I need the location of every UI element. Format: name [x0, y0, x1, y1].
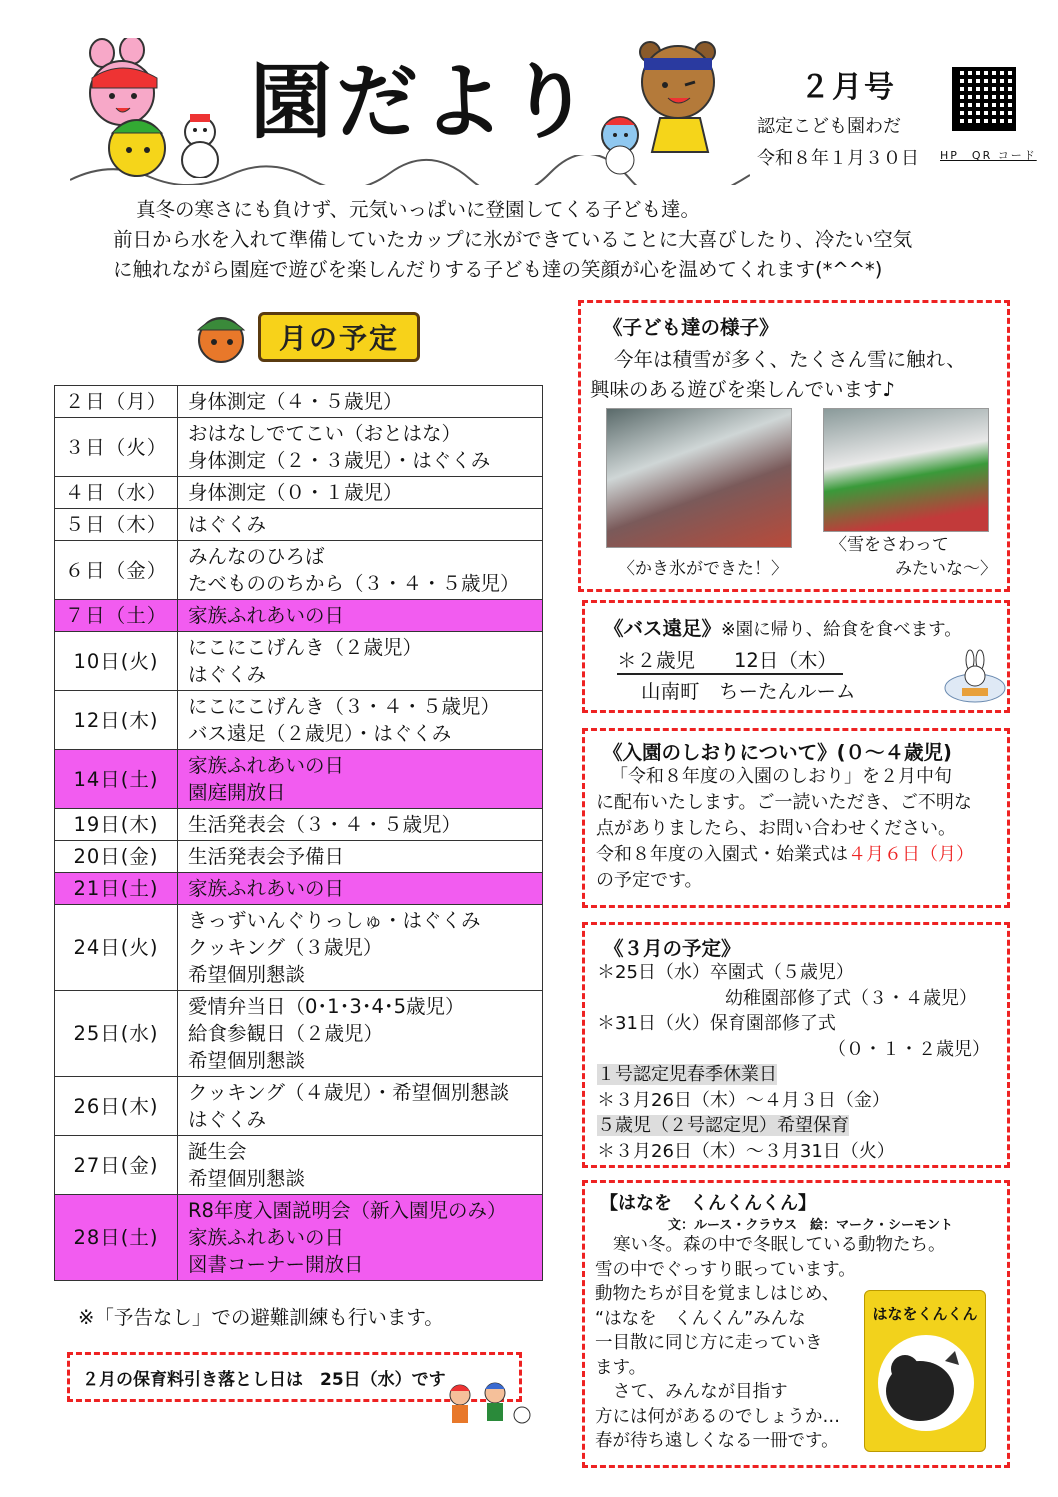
schedule-event: たべもののちから（３・４・５歳児） [188, 572, 520, 595]
schedule-row [55, 905, 543, 991]
book-text-line: 方には何があるのでしょうか… [595, 1406, 840, 1427]
schedule-row [55, 691, 543, 750]
schedule-events [178, 600, 543, 632]
schedule-event: はぐくみ [188, 513, 267, 536]
march-line: ＊25日（水）卒園式（５歳児） [597, 962, 854, 983]
schedule-event: 愛情弁当日（0･1･3･4･5歳児） [188, 995, 465, 1018]
enroll-text-line: に配布いたします。ご一読いただき、ご不明な [596, 792, 972, 813]
schedule-event: クッキング（３歳児） [188, 936, 383, 959]
mascot-head-icon [186, 310, 256, 365]
enroll-text-line: 「令和８年度の入園のしおり」を２月中旬 [610, 766, 952, 787]
schedule-event: 生活発表会（３・４・５歳児） [188, 813, 462, 836]
march-highlight-holiday: １号認定児春季休業日 [597, 1064, 777, 1085]
schedule-event: 家族ふれあいの日 [188, 604, 345, 627]
schedule-event: はぐくみ [188, 1108, 267, 1131]
book-text-line: 雪の中でぐっすり眠っています。 [595, 1259, 856, 1280]
schedule-events [178, 905, 543, 991]
book-text-line: さて、みんなが目指す [613, 1382, 788, 1402]
bus-trip-date: ＊２歳児 12日（木） [617, 645, 843, 675]
schedule-row [55, 991, 543, 1077]
schedule-event: 身体測定（４・５歳児） [188, 390, 403, 413]
schedule-row [55, 418, 543, 477]
schedule-events [178, 386, 543, 418]
schedule-date: 14日(土) [55, 750, 178, 809]
book-text-line: 春が待ち遠しくなる一冊です。 [595, 1431, 839, 1451]
schedule-event: 希望個別懇談 [188, 1049, 306, 1072]
schedule-events [178, 750, 543, 809]
schedule-event: 家族ふれあいの日 [188, 1226, 345, 1249]
schedule-row [55, 750, 543, 809]
schedule-events [178, 509, 543, 541]
schedule-date: 24日(火) [55, 905, 178, 991]
intro-line: 真冬の寒さにも負けず、元気いっぱいに登園してくる子ども達。 [136, 198, 700, 221]
intro-line: に触れながら園庭で遊びを楽しんだりする子ども達の笑顔が心を温めてくれます(*^^*) [113, 258, 883, 281]
schedule-date: 12日(木) [55, 691, 178, 750]
schedule-event: 身体測定（０・１歳児） [188, 481, 403, 504]
schedule-row [55, 841, 543, 873]
schedule-date: ３日（火） [55, 418, 178, 477]
schedule-row [55, 809, 543, 841]
bear-mascot-illustration [600, 40, 760, 175]
bus-trip-subtitle: ※園に帰り、給食を食べます。 [721, 620, 962, 640]
schedule-events [178, 809, 543, 841]
schedule-event: 誕生会 [188, 1140, 247, 1163]
march-text [597, 960, 1002, 1164]
schedule-date: 21日(土) [55, 873, 178, 905]
schedule-date: 26日(木) [55, 1077, 178, 1136]
children-playing-illustration [440, 1375, 535, 1435]
schedule-events [178, 632, 543, 691]
schedule-events [178, 541, 543, 600]
schedule-row [55, 541, 543, 600]
schedule-events [178, 1195, 543, 1281]
schedule-row [55, 1136, 543, 1195]
qr-code-icon[interactable] [952, 67, 1016, 131]
schedule-event: 図書コーナー開放日 [188, 1253, 364, 1276]
caption-shaved-ice: 〈かき氷ができた！〉 [618, 559, 788, 579]
kids-title: 《子ども達の様子》 [603, 316, 779, 339]
schedule-row [55, 477, 543, 509]
march-line: ＊３月26日（木）～３月31日（火） [597, 1140, 895, 1162]
evacuation-note: ※「予告なし」での避難訓練も行います。 [78, 1306, 444, 1329]
schedule-date: 28日(土) [55, 1195, 178, 1281]
book-text-line: 動物たちが目を覚ましはじめ、 [595, 1284, 840, 1304]
schedule-event: きっずいんぐりっしゅ・はぐくみ [188, 909, 481, 932]
march-line: ＊31日（火）保育園部修了式 [597, 1013, 836, 1034]
schedule-date: 10日(火) [55, 632, 178, 691]
march-line: （０・１・２歳児） [828, 1038, 990, 1060]
schedule-event: 身体測定（２・３歳児）・はぐくみ [188, 449, 491, 472]
schedule-row [55, 1195, 543, 1281]
schedule-event: にこにこげんき（３・４・５歳児） [188, 695, 501, 718]
schedule-events [178, 1136, 543, 1195]
kids-photo-snow [823, 408, 989, 532]
fee-notice-text: ２月の保育料引き落とし日は 25日（水）です [82, 1369, 446, 1390]
bus-trip-title: 《バス遠足》 [604, 617, 722, 640]
issue-date: 令和８年１月３０日 [757, 148, 919, 169]
issue-label: ２月号 [800, 70, 896, 105]
schedule-event: バス遠足（２歳児）・はぐくみ [188, 722, 452, 745]
schedule-event: 希望個別懇談 [188, 963, 306, 986]
schedule-event: 家族ふれあいの日 [188, 877, 345, 900]
schedule-event: クッキング（４歳児）・希望個別懇談 [188, 1081, 510, 1104]
schedule-event: 給食参観日（２歳児） [188, 1022, 384, 1045]
book-title: 【はなを くんくんくん】 [600, 1193, 816, 1214]
schedule-events [178, 418, 543, 477]
schedule-events [178, 477, 543, 509]
schedule-events [178, 873, 543, 905]
intro-line: 前日から水を入れて準備していたカップに氷ができていることに大喜びしたり、冷たい空気 [113, 228, 913, 251]
schedule-event: はぐくみ [188, 663, 267, 686]
ceremony-post: の予定です。 [596, 870, 703, 891]
schedule-table [54, 385, 543, 1281]
schedule-event: 家族ふれあいの日 [188, 754, 345, 777]
book-text-line: ます。 [595, 1357, 647, 1378]
bus-trip-header [604, 613, 962, 641]
bear-cover-illustration [875, 1331, 977, 1436]
intro-paragraph [113, 195, 1013, 285]
enroll-text [596, 764, 1006, 894]
kids-photo-shaved-ice [606, 408, 792, 548]
schedule-heading: 月の予定 [258, 312, 420, 362]
book-text-line: “はなを くんくん”みんな [595, 1308, 806, 1329]
schedule-date: 20日(金) [55, 841, 178, 873]
qr-code-label: HP QR コード [940, 149, 1037, 162]
schedule-date: 25日(水) [55, 991, 178, 1077]
enroll-title: 《入園のしおりについて》(０～４歳児) [603, 741, 952, 764]
schedule-date: ６日（金） [55, 541, 178, 600]
schedule-event: 希望個別懇談 [188, 1167, 306, 1190]
caption-snow-1: 〈雪をさわって [830, 535, 949, 555]
school-name: 認定こども園わだ [757, 116, 901, 137]
bus-trip-place: 山南町 ちーたんルーム [641, 680, 856, 703]
schedule-date: ５日（木） [55, 509, 178, 541]
kids-text [590, 345, 1000, 405]
schedule-date: ７日（土） [55, 600, 178, 632]
schedule-row [55, 386, 543, 418]
march-line: ＊３月26日（木）～４月３日（金） [597, 1089, 890, 1111]
enroll-text-line: 点がありましたら、お問い合わせください。 [596, 818, 956, 839]
march-highlight-care: ５歳児（２号認定児）希望保育 [597, 1115, 849, 1136]
schedule-event: みんなのひろば [188, 545, 325, 568]
schedule-date: ２日（月） [55, 386, 178, 418]
caption-snow-2: みたいな～〉 [895, 559, 997, 579]
book-cover-title: はなをくんくん [872, 1305, 978, 1323]
bus-rabbit-illustration [940, 648, 1010, 706]
kids-text-line: 興味のある遊びを楽しんでいます♪ [590, 378, 895, 401]
schedule-row [55, 873, 543, 905]
schedule-row [55, 600, 543, 632]
enroll-ceremony [596, 842, 1006, 868]
march-line: 幼稚園部修了式（３・４歳児） [725, 987, 977, 1009]
schedule-events [178, 991, 543, 1077]
kids-text-line: 今年は積雪が多く、たくさん雪に触れ、 [614, 348, 966, 371]
book-credit: 文：ルース・クラウス 絵：マーク・シーモント [668, 1218, 953, 1233]
ceremony-date: ４月６日（月） [848, 844, 974, 865]
schedule-date: 27日(金) [55, 1136, 178, 1195]
schedule-row [55, 632, 543, 691]
schedule-events [178, 1077, 543, 1136]
schedule-date: ４日（水） [55, 477, 178, 509]
march-title: 《３月の予定》 [604, 937, 741, 960]
schedule-event: おはなしでてこい（おとはな） [188, 422, 462, 445]
book-cover-image [864, 1290, 986, 1452]
schedule-row [55, 1077, 543, 1136]
schedule-event: 園庭開放日 [188, 781, 286, 804]
book-text-line: 寒い冬。森の中で冬眠している動物たち。 [613, 1235, 946, 1255]
schedule-event: にこにこげんき（２歳児） [188, 636, 423, 659]
snowman-illustration [170, 112, 230, 178]
schedule-row [55, 509, 543, 541]
schedule-event: R8年度入園説明会（新入園児のみ） [188, 1199, 507, 1222]
schedule-date: 19日(木) [55, 809, 178, 841]
ceremony-pre: 令和８年度の入園式・始業式は [596, 844, 848, 865]
schedule-event: 生活発表会予備日 [188, 845, 345, 868]
schedule-events [178, 841, 543, 873]
newsletter-title: 園だより [250, 55, 595, 150]
book-text-line: 一目散に同じ方に走っていき [595, 1333, 823, 1353]
schedule-events [178, 691, 543, 750]
